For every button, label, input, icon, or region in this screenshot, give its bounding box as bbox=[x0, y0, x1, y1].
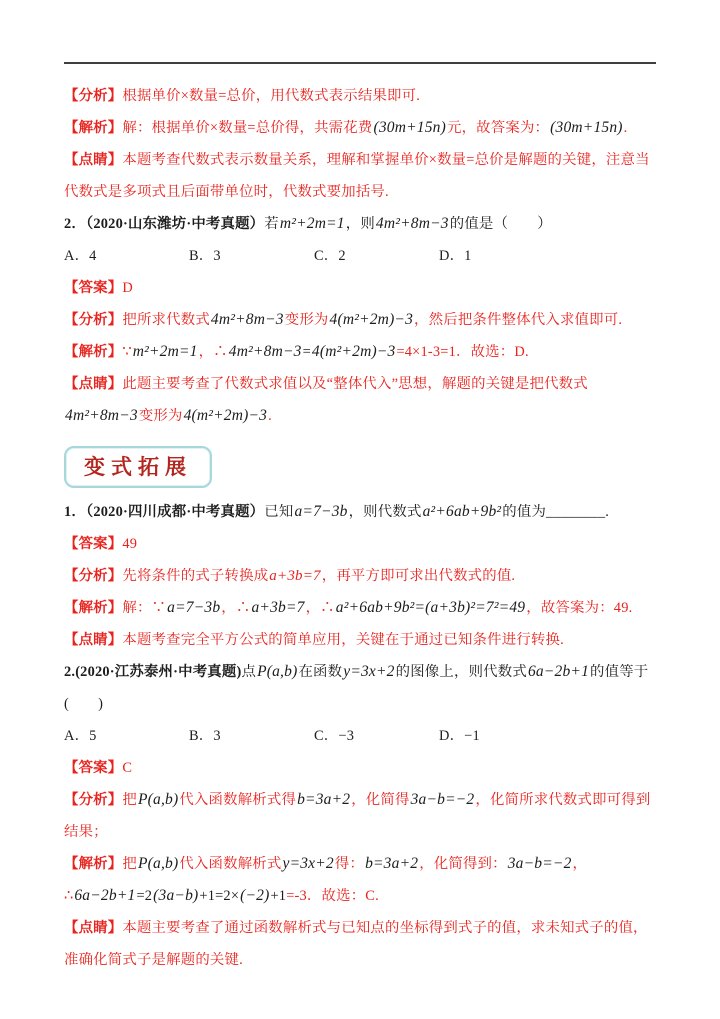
text-segment: 若 bbox=[264, 216, 279, 232]
option-item: C．−3 bbox=[314, 728, 355, 744]
text-segment: 代入函数解析式 bbox=[179, 856, 282, 872]
math-expression: 3a−b=−2 bbox=[410, 791, 475, 808]
text-segment: 2.(2020·江苏泰州·中考真题) bbox=[64, 664, 242, 680]
text-segment: ，化简得到： bbox=[419, 856, 507, 872]
text-segment: 先将条件的式子转换成 bbox=[122, 568, 269, 584]
text-segment: 把 bbox=[122, 792, 137, 808]
text-segment: ，∴ bbox=[221, 600, 251, 616]
text-segment: 代入函数解析式得 bbox=[179, 792, 297, 808]
text-segment: . bbox=[623, 120, 628, 136]
answer-paragraph-v1 bbox=[64, 528, 660, 560]
text-segment: 的值是（ ） bbox=[449, 216, 552, 232]
math-expression: 4m²+8m−3 bbox=[65, 407, 138, 424]
text-segment: ．故选：D. bbox=[455, 344, 529, 360]
question-heading-v2 bbox=[64, 656, 660, 720]
text-segment: ，化简得 bbox=[351, 792, 410, 808]
text-segment: ．故选：C. bbox=[306, 888, 379, 904]
option-item: D．1 bbox=[439, 248, 472, 264]
text-segment: ∴ bbox=[64, 888, 74, 904]
options-row-2 bbox=[64, 240, 660, 272]
text-segment: 根据单价×数量=总价，用代数式表示结果即可. bbox=[122, 88, 421, 104]
comment-paragraph-v2 bbox=[64, 912, 660, 976]
text-segment: 的图像上，则代数式 bbox=[395, 664, 527, 680]
math-expression: 4(m²+2m)−3 bbox=[329, 311, 414, 328]
solution-paragraph-2 bbox=[64, 336, 660, 368]
math-expression: (30m+15n) bbox=[373, 119, 446, 136]
math-expression: a=7−3b bbox=[294, 503, 348, 520]
top-rule bbox=[64, 62, 656, 64]
math-expression: P(a,b) bbox=[137, 791, 179, 808]
math-expression: a²+6ab+9b²=(a+3b)²=7²=49 bbox=[335, 599, 526, 616]
text-segment: 变形为 bbox=[138, 408, 183, 424]
bracket-label: 【答案】 bbox=[64, 760, 123, 776]
bracket-label: 【答案】 bbox=[64, 280, 123, 296]
text-segment: 此题主要考查了代数式求值以及“整体代入”思想，解题的关键是把代数式 bbox=[122, 376, 588, 392]
option-item: C．2 bbox=[314, 248, 346, 264]
math-expression: m²+2m=1 bbox=[279, 215, 345, 232]
math-expression: a²+6ab+9b² bbox=[422, 503, 502, 520]
solution-paragraph-1 bbox=[64, 112, 660, 144]
text-segment: 本题主要考查了通过函数解析式与已知点的坐标得到式子的值，求未知式子的值，准确化简式子是解题的关键. bbox=[64, 920, 648, 968]
bracket-label: 【点睛】 bbox=[64, 152, 123, 168]
text-segment: +1=2× bbox=[199, 888, 240, 904]
bracket-label: 【点睛】 bbox=[64, 632, 123, 648]
options-row-v2 bbox=[64, 720, 660, 752]
text-segment: ，∴ bbox=[305, 600, 335, 616]
text-segment: +1 bbox=[270, 888, 287, 904]
math-expression: b=3a+2 bbox=[297, 791, 351, 808]
question-heading-2 bbox=[64, 208, 660, 240]
math-expression: 4(m²+2m)−3 bbox=[183, 407, 268, 424]
bracket-label: 【点睛】 bbox=[64, 376, 123, 392]
text-segment: 2．（2020·山东潍坊·中考真题） bbox=[64, 216, 265, 232]
text-segment: 解：根据单价×数量=总价得，共需花费 bbox=[122, 120, 373, 136]
math-expression: a+3b=7 bbox=[251, 599, 305, 616]
bracket-label: 【解析】 bbox=[64, 120, 123, 136]
math-expression: 4(m²+2m)−3 bbox=[311, 343, 396, 360]
text-segment: 得： bbox=[334, 856, 365, 872]
math-expression: (−2) bbox=[240, 887, 270, 904]
text-segment: 解：∵ bbox=[122, 600, 167, 616]
math-expression: 4m²+8m−3 bbox=[210, 311, 284, 328]
text-segment: 已知 bbox=[264, 504, 294, 520]
bracket-label: 【解析】 bbox=[64, 856, 123, 872]
answer-paragraph-2 bbox=[64, 272, 660, 304]
section-badge-frame bbox=[64, 446, 212, 488]
text-segment: 把所求代数式 bbox=[122, 312, 210, 328]
text-segment: 本题考查完全平方公式的简单应用，关键在于通过已知条件进行转换. bbox=[122, 632, 564, 648]
comment-paragraph-2 bbox=[64, 368, 660, 432]
text-segment: 把 bbox=[122, 856, 137, 872]
text-segment: ∵ bbox=[122, 344, 132, 360]
text-segment: 在函数 bbox=[298, 664, 343, 680]
text-segment: 49 bbox=[122, 536, 138, 552]
text-segment: ，然后把条件整体代入求值即可. bbox=[414, 312, 623, 328]
math-expression: (30m+15n) bbox=[550, 119, 623, 136]
math-expression: (3a−b) bbox=[153, 887, 199, 904]
solution-paragraph-v1 bbox=[64, 592, 660, 624]
comment-paragraph-1 bbox=[64, 144, 660, 208]
text-segment: D bbox=[122, 280, 133, 296]
math-expression: m²+2m=1 bbox=[132, 343, 198, 360]
text-segment: ， bbox=[572, 856, 588, 872]
solution-paragraph-v2a bbox=[64, 848, 660, 880]
text-segment: ，则代数式 bbox=[348, 504, 422, 520]
math-expression: a+3b=7 bbox=[269, 568, 321, 584]
section-badge bbox=[64, 446, 660, 488]
option-item: B．3 bbox=[189, 248, 221, 264]
text-segment: . bbox=[268, 408, 272, 424]
math-expression: 6a−2b+1 bbox=[74, 887, 136, 904]
bracket-label: 【解析】 bbox=[64, 600, 123, 616]
math-expression: a=7−3b bbox=[167, 599, 221, 616]
document-content bbox=[64, 62, 660, 976]
text-segment: ，故答案为：49. bbox=[526, 600, 633, 616]
math-expression: y=3x+2 bbox=[282, 855, 334, 872]
bracket-label: 【分析】 bbox=[64, 568, 123, 584]
text-segment: =2 bbox=[136, 888, 153, 904]
math-expression: P(a,b) bbox=[137, 855, 179, 872]
text-segment: =4×1-3=1 bbox=[396, 344, 456, 360]
math-expression: 3a−b=−2 bbox=[507, 855, 572, 872]
bracket-label: 【分析】 bbox=[64, 792, 123, 808]
bracket-label: 【分析】 bbox=[64, 88, 123, 104]
math-expression: y=3x+2 bbox=[343, 663, 395, 680]
math-expression: P(a,b) bbox=[257, 663, 298, 680]
text-segment: 点 bbox=[241, 664, 257, 680]
math-expression: 4m²+8m−3 bbox=[375, 215, 449, 232]
bracket-label: 【分析】 bbox=[64, 312, 123, 328]
text-segment: 本题考查代数式表示数量关系，理解和掌握单价×数量=总价是解题的关键，注意当代数式是多项式且后面带单位时，代数式要加括号. bbox=[64, 152, 650, 200]
text-segment: 1．（2020·四川成都·中考真题） bbox=[64, 504, 265, 520]
bracket-label: 【答案】 bbox=[64, 536, 123, 552]
solution-paragraph-v2b bbox=[64, 880, 660, 912]
analysis-paragraph-2 bbox=[64, 304, 660, 336]
math-expression: 6a−2b+1 bbox=[527, 663, 590, 680]
option-item: B．3 bbox=[189, 728, 221, 744]
analysis-paragraph-1 bbox=[64, 80, 660, 112]
analysis-paragraph-v1 bbox=[64, 560, 660, 592]
answer-paragraph-v2 bbox=[64, 752, 660, 784]
text-segment: 的值等于( ) bbox=[64, 664, 649, 712]
text-segment: ，化简所求代数式即可得到结果； bbox=[64, 792, 651, 840]
math-expression: 4m²+8m−3 bbox=[228, 343, 302, 360]
question-heading-v1 bbox=[64, 496, 660, 528]
comment-paragraph-v1 bbox=[64, 624, 660, 656]
option-item: A．5 bbox=[64, 728, 97, 744]
text-segment: C bbox=[122, 760, 133, 776]
option-item: A．4 bbox=[64, 248, 97, 264]
bracket-label: 【点睛】 bbox=[64, 920, 123, 936]
option-item: D．−1 bbox=[439, 728, 480, 744]
text-segment: 元，故答案为： bbox=[447, 120, 550, 136]
text-segment: = bbox=[302, 344, 311, 360]
text-segment: 的值为________. bbox=[502, 504, 610, 520]
bracket-label: 【解析】 bbox=[64, 344, 123, 360]
text-segment: ，则 bbox=[345, 216, 375, 232]
math-expression: b=3a+2 bbox=[365, 855, 419, 872]
section-badge-label: 变式拓展 bbox=[84, 455, 192, 479]
text-segment: =-3 bbox=[286, 888, 307, 904]
text-segment: ，再平方即可求出代数式的值. bbox=[321, 568, 516, 584]
analysis-paragraph-v2 bbox=[64, 784, 660, 848]
text-segment: 变形为 bbox=[284, 312, 329, 328]
text-segment: ，∴ bbox=[198, 344, 228, 360]
